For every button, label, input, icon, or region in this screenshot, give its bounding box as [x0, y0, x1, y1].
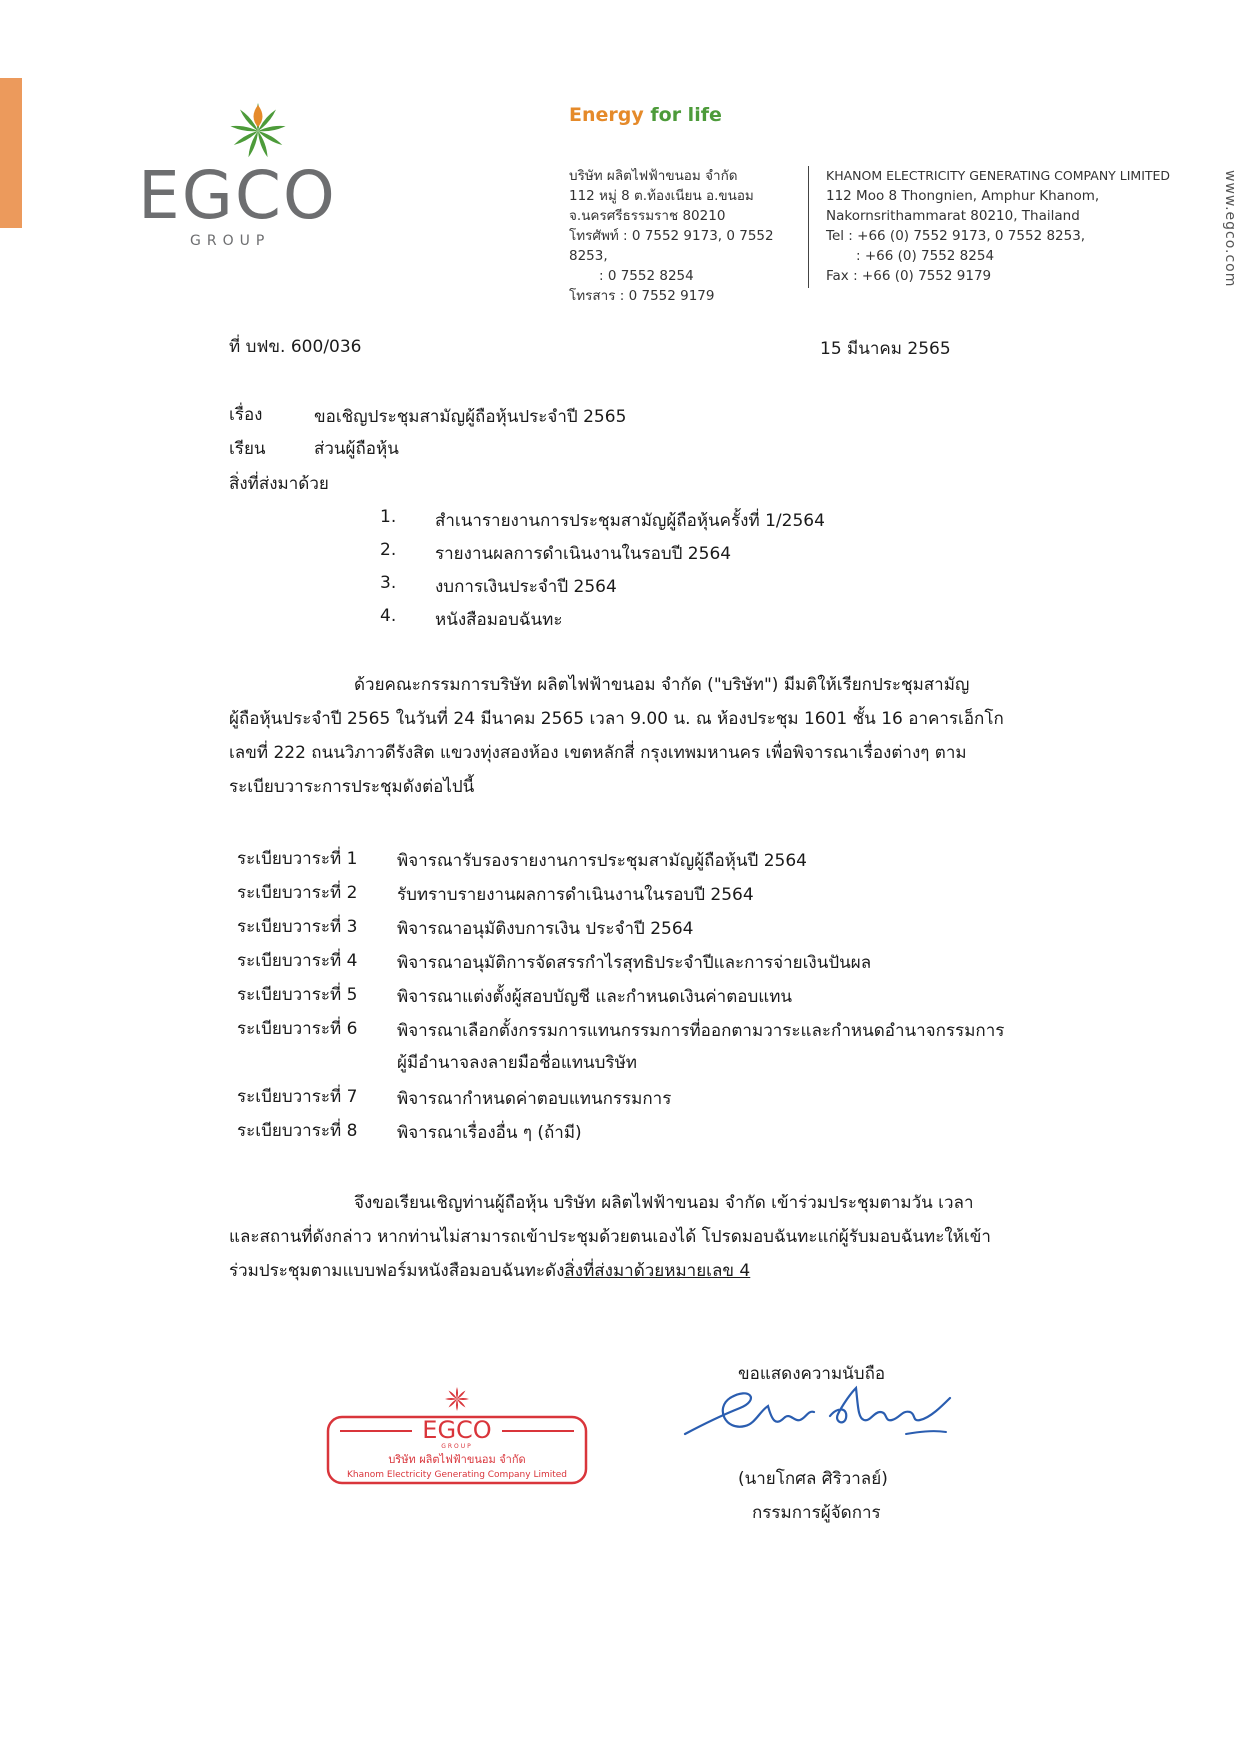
orange-edge-tab	[0, 78, 22, 228]
paragraph-text: ร่วมประชุมตามแบบฟอร์มหนังสือมอบฉันทะดัง	[229, 1261, 565, 1281]
logo-word: EGCO	[138, 157, 337, 234]
sign-off: ขอแสดงความนับถือ	[738, 1364, 886, 1384]
agenda-text: พิจารณากำหนดค่าตอบแทนกรรมการ	[397, 1089, 672, 1109]
agenda-label: ระเบียบวาระที่ 7	[237, 1087, 358, 1107]
closing-paragraph	[229, 1186, 1049, 1288]
address-line: 112 หมู่ 8 ต.ท้องเนียน อ.ขนอม	[569, 188, 754, 204]
enclosure-number: 2.	[380, 540, 397, 560]
enclosure-reference: สิ่งที่ส่งมาด้วยหมายเลข 4	[564, 1261, 751, 1281]
address-english	[826, 166, 1186, 286]
signer-title: กรรมการผู้จัดการ	[752, 1503, 881, 1523]
paragraph-line: ระเบียบวาระการประชุมดังต่อไปนี้	[229, 777, 475, 797]
address-line: โทรสาร : 0 7552 9179	[569, 288, 715, 304]
website-url: www.egco.com	[1222, 170, 1238, 288]
address-divider	[808, 166, 809, 288]
tagline-energy: Energy	[569, 104, 644, 126]
agenda-label: ระเบียบวาระที่ 8	[237, 1121, 358, 1141]
logo-group-text: GROUP	[190, 233, 271, 249]
enclosure-text: สำเนารายงานการประชุมสามัญผู้ถือหุ้นครั้งที่ 1/2564	[435, 511, 825, 531]
intro-paragraph	[229, 668, 1049, 804]
egco-logo	[128, 95, 337, 255]
agenda-text: พิจารณาเรื่องอื่น ๆ (ถ้ามี)	[397, 1123, 582, 1143]
paragraph-line: จึงขอเรียนเชิญท่านผู้ถือหุ้น บริษัท ผลิตไฟฟ้าขนอม จำกัด เข้าร่วมประชุมตามวัน เวลา	[354, 1193, 974, 1213]
agenda-text: รับทราบรายงานผลการดำเนินงานในรอบปี 2564	[397, 885, 754, 905]
address-line: จ.นครศรีธรรมราช 80210	[569, 208, 726, 224]
agenda-label: ระเบียบวาระที่ 3	[237, 917, 358, 937]
stamp-logo-word: EGCO	[422, 1416, 492, 1444]
enclosure-text: หนังสือมอบฉันทะ	[435, 610, 563, 630]
agenda-text: พิจารณาเลือกตั้งกรรมการแทนกรรมการที่ออกตามวาระและกำหนดอำนาจกรรมการ	[397, 1021, 1005, 1041]
enclosure-text: รายงานผลการดำเนินงานในรอบปี 2564	[435, 544, 732, 564]
enclosure-number: 1.	[380, 507, 397, 527]
enclosure-text: งบการเงินประจำปี 2564	[435, 577, 617, 597]
paragraph-line: ด้วยคณะกรรมการบริษัท ผลิตไฟฟ้าขนอม จำกัด ("บริษัท") มีมติให้เรียกประชุมสามัญ	[354, 675, 970, 695]
subject-text: ขอเชิญประชุมสามัญผู้ถือหุ้นประจำปี 2565	[314, 407, 627, 427]
signer-name: (นายโกศล ศิริวาลย์)	[738, 1469, 888, 1489]
handwritten-signature	[680, 1376, 970, 1456]
to-label: เรียน	[229, 439, 266, 459]
agenda-text: พิจารณาอนุมัติงบการเงิน ประจำปี 2564	[397, 919, 694, 939]
address-line: 112 Moo 8 Thongnien, Amphur Khanom,	[826, 188, 1100, 204]
agenda-label: ระเบียบวาระที่ 2	[237, 883, 358, 903]
paragraph-line: เลขที่ 222 ถนนวิภาวดีรังสิต แขวงทุ่งสองห้อง เขตหลักสี่ กรุงเทพมหานคร เพื่อพิจารณาเรื่องต่างๆ ตาม	[229, 743, 967, 763]
paragraph-line: และสถานที่ดังกล่าว หากท่านไม่สามารถเข้าประชุมด้วยตนเองได้ โปรดมอบฉันทะแก่ผู้รับมอบฉันทะให้เข้า	[229, 1227, 991, 1247]
address-thai	[569, 166, 809, 306]
agenda-label: ระเบียบวาระที่ 6	[237, 1019, 358, 1039]
address-line: : 0 7552 8254	[599, 268, 694, 284]
stamp-flower-icon	[445, 1387, 469, 1411]
flower-logo-icon	[223, 95, 293, 165]
address-line: บริษัท ผลิตไฟฟ้าขนอม จำกัด	[569, 168, 738, 184]
enclosure-number: 4.	[380, 606, 397, 626]
address-line: Fax : +66 (0) 7552 9179	[826, 268, 992, 284]
agenda-text: พิจารณาอนุมัติการจัดสรรกำไรสุทธิประจำปีและการจ่ายเงินปันผล	[397, 953, 872, 973]
address-line: Tel : +66 (0) 7552 9173, 0 7552 8253,	[826, 228, 1086, 244]
letter-date: 15 มีนาคม 2565	[820, 339, 951, 359]
enclosure-number: 3.	[380, 573, 397, 593]
subject-label: เรื่อง	[229, 405, 263, 425]
paragraph-line	[229, 1254, 1049, 1288]
stamp-name-english: Khanom Electricity Generating Company Limited	[346, 1470, 568, 1480]
address-line: Nakornsrithammarat 80210, Thailand	[826, 208, 1080, 224]
stamp-group-text: GROUP	[441, 1443, 473, 1450]
agenda-text: พิจารณารับรองรายงานการประชุมสามัญผู้ถือหุ้นปี 2564	[397, 851, 807, 871]
enclosures-label: สิ่งที่ส่งมาด้วย	[229, 474, 329, 494]
tagline-for-life: for life	[650, 104, 722, 126]
address-line: KHANOM ELECTRICITY GENERATING COMPANY LIMITED	[826, 168, 1171, 183]
agenda-label: ระเบียบวาระที่ 1	[237, 849, 358, 869]
company-stamp	[326, 1385, 588, 1487]
agenda-text-continued: ผู้มีอำนาจลงลายมือชื่อแทนบริษัท	[397, 1053, 637, 1073]
to-text: ส่วนผู้ถือหุ้น	[314, 439, 399, 459]
address-line: โทรศัพท์ : 0 7552 9173, 0 7552 8253,	[569, 228, 774, 264]
tagline	[569, 104, 722, 126]
letter-reference: ที่ บฟข. 600/036	[229, 337, 362, 357]
agenda-text: พิจารณาแต่งตั้งผู้สอบบัญชี และกำหนดเงินค่าตอบแทน	[397, 987, 793, 1007]
address-line: : +66 (0) 7552 8254	[856, 248, 995, 264]
agenda-label: ระเบียบวาระที่ 4	[237, 951, 358, 971]
paragraph-line: ผู้ถือหุ้นประจำปี 2565 ในวันที่ 24 มีนาคม 2565 เวลา 9.00 น. ณ ห้องประชุม 1601 ชั้น 16 อาคารเอ็กโก	[229, 709, 1004, 729]
stamp-name-thai: บริษัท ผลิตไฟฟ้าขนอม จำกัด	[388, 1453, 526, 1466]
agenda-label: ระเบียบวาระที่ 5	[237, 985, 358, 1005]
